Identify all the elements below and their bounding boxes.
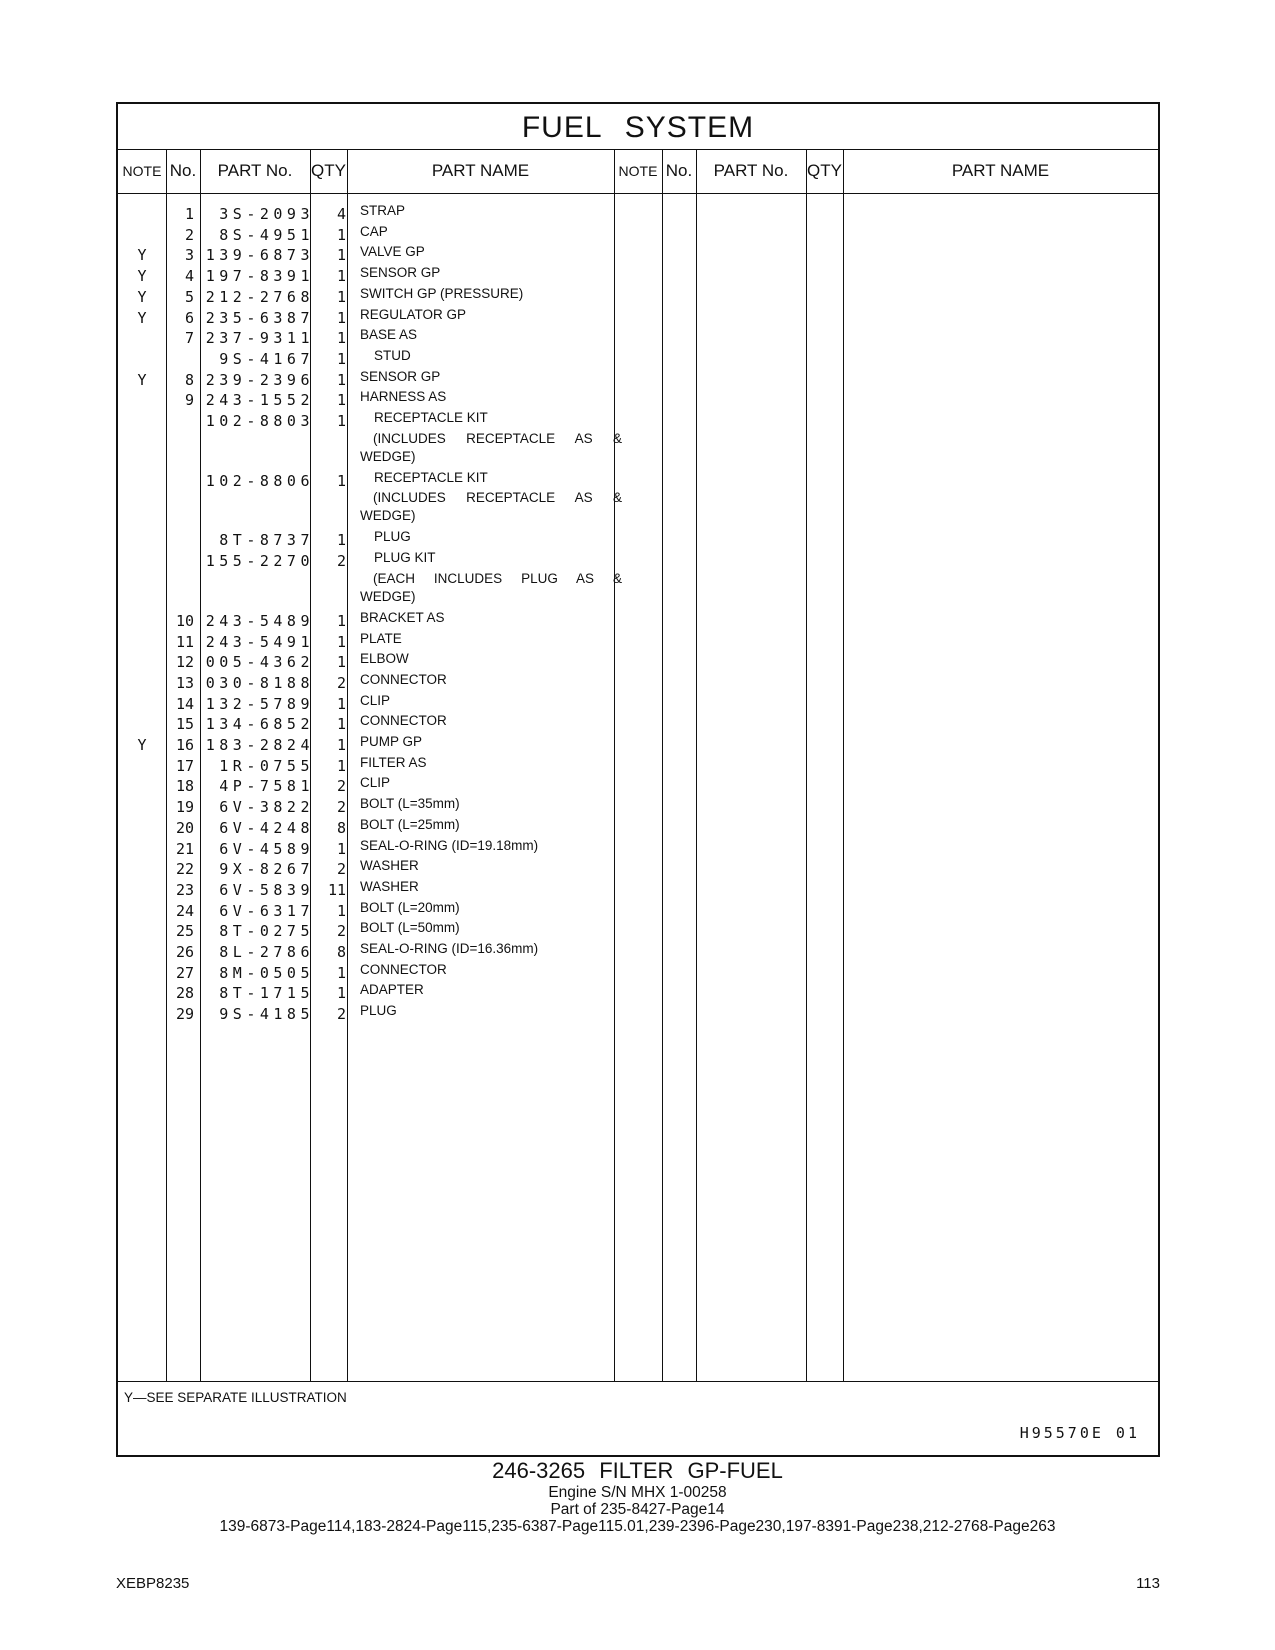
footnote-divider bbox=[118, 1381, 1158, 1382]
quantity: 2 bbox=[336, 1005, 346, 1024]
part-name: BRACKET AS bbox=[360, 609, 445, 625]
part-name-continuation: (INCLUDES RECEPTACLE AS & bbox=[373, 490, 622, 506]
part-name-continuation: (EACH INCLUDES PLUG AS & bbox=[373, 570, 622, 586]
item-number: 6 bbox=[184, 308, 194, 327]
quantity: 1 bbox=[336, 287, 346, 306]
part-name: RECEPTACLE KIT bbox=[374, 410, 488, 425]
quantity: 1 bbox=[336, 901, 346, 920]
quantity: 1 bbox=[336, 632, 346, 651]
quantity: 1 bbox=[336, 246, 346, 265]
caption-title: 246-3265 FILTER GP-FUEL bbox=[492, 1458, 783, 1483]
part-name: CONNECTOR bbox=[360, 671, 447, 687]
part-number: 102-8806 bbox=[205, 471, 314, 490]
part-name: PLATE bbox=[360, 630, 402, 646]
part-number: 6V-5839 bbox=[219, 880, 314, 899]
part-number: 8M-0505 bbox=[219, 963, 314, 982]
item-number: 19 bbox=[175, 798, 194, 817]
part-name: CONNECTOR bbox=[360, 961, 447, 977]
part-number: 8T-8737 bbox=[219, 531, 314, 550]
part-number: 197-8391 bbox=[205, 267, 314, 286]
page-number: 113 bbox=[1136, 1575, 1160, 1592]
part-number: 183-2824 bbox=[205, 736, 314, 754]
part-name: REGULATOR GP bbox=[360, 306, 467, 322]
quantity: 4 bbox=[336, 205, 346, 223]
note-cell: Y bbox=[137, 246, 147, 265]
part-number: 6V-3822 bbox=[219, 798, 314, 817]
part-number: 243-5489 bbox=[205, 611, 314, 630]
note-cell: Y bbox=[137, 370, 147, 389]
quantity: 1 bbox=[336, 611, 346, 630]
header-note: NOTE bbox=[122, 163, 162, 179]
part-number: 6V-4248 bbox=[219, 818, 314, 837]
quantity: 1 bbox=[336, 839, 346, 858]
item-number: 10 bbox=[175, 611, 194, 630]
item-number: 20 bbox=[175, 818, 194, 837]
part-name-continuation: WEDGE) bbox=[360, 508, 416, 524]
item-number: 17 bbox=[175, 756, 194, 775]
part-name: CLIP bbox=[360, 692, 391, 708]
part-number: 8L-2786 bbox=[219, 943, 314, 961]
quantity: 1 bbox=[336, 370, 346, 389]
part-name: PUMP GP bbox=[360, 734, 423, 749]
part-name: CONNECTOR bbox=[360, 713, 447, 729]
page-title: FUEL SYSTEM bbox=[118, 104, 1158, 150]
part-name: BOLT (L=25mm) bbox=[360, 816, 460, 832]
part-name: STUD bbox=[374, 347, 411, 363]
part-name: HARNESS AS bbox=[360, 389, 447, 405]
quantity: 1 bbox=[336, 963, 346, 982]
document-id: XEBP8235 bbox=[116, 1575, 190, 1592]
item-number: 8 bbox=[184, 370, 194, 389]
item-number: 23 bbox=[175, 880, 194, 899]
part-name: RECEPTACLE KIT bbox=[374, 469, 488, 485]
part-number: 9S-4185 bbox=[219, 1005, 314, 1024]
note-cell: Y bbox=[137, 308, 147, 327]
quantity: 1 bbox=[336, 391, 346, 410]
part-name: SEAL-O-RING (ID=16.36mm) bbox=[360, 941, 539, 956]
part-name: BOLT (L=20mm) bbox=[360, 899, 460, 915]
part-number: 102-8803 bbox=[205, 412, 314, 430]
part-name: PLUG bbox=[360, 1003, 397, 1019]
item-number: 3 bbox=[184, 246, 194, 265]
parts-table bbox=[116, 102, 1160, 1457]
caption-part-of: Part of 235-8427-Page14 bbox=[550, 1501, 725, 1518]
part-number: 212-2768 bbox=[205, 287, 314, 306]
part-name: CLIP bbox=[360, 775, 391, 791]
part-number: 005-4362 bbox=[205, 653, 314, 672]
quantity: 1 bbox=[336, 715, 346, 734]
part-name: STRAP bbox=[360, 203, 406, 218]
item-number: 2 bbox=[184, 225, 194, 244]
part-number: 9S-4167 bbox=[219, 349, 314, 368]
item-number: 24 bbox=[175, 901, 194, 920]
quantity: 1 bbox=[336, 225, 346, 244]
part-name: FILTER AS bbox=[360, 754, 427, 770]
item-number: 4 bbox=[184, 267, 194, 286]
footnote: Y—SEE SEPARATE ILLUSTRATION bbox=[124, 1390, 347, 1405]
quantity: 1 bbox=[336, 653, 346, 672]
part-number: 134-6852 bbox=[205, 715, 314, 734]
note-cell: Y bbox=[137, 287, 147, 306]
quantity: 2 bbox=[336, 922, 346, 941]
part-name: WASHER bbox=[360, 858, 419, 874]
part-name: BOLT (L=35mm) bbox=[360, 796, 460, 812]
quantity: 2 bbox=[336, 673, 346, 692]
part-name: CAP bbox=[360, 223, 388, 239]
header-part-name: PART NAME bbox=[431, 161, 530, 180]
quantity: 1 bbox=[336, 736, 346, 754]
part-name: SENSOR GP bbox=[360, 368, 441, 384]
part-number: 9X-8267 bbox=[219, 860, 314, 879]
item-number: 13 bbox=[175, 673, 194, 692]
quantity: 1 bbox=[336, 412, 346, 430]
quantity: 11 bbox=[327, 880, 346, 899]
header-qty-2: QTY bbox=[807, 161, 842, 180]
part-name: BASE AS bbox=[360, 327, 418, 343]
part-name: PLUG KIT bbox=[374, 550, 436, 566]
item-number: 18 bbox=[175, 777, 194, 796]
quantity: 1 bbox=[336, 694, 346, 713]
quantity: 1 bbox=[336, 984, 346, 1003]
item-number: 15 bbox=[175, 715, 194, 734]
caption bbox=[0, 1458, 1275, 1535]
part-number: 139-6873 bbox=[205, 246, 314, 265]
part-number: 132-5789 bbox=[205, 694, 314, 713]
part-number: 3S-2093 bbox=[219, 205, 314, 223]
quantity: 1 bbox=[336, 349, 346, 368]
note-cell: Y bbox=[137, 267, 147, 286]
item-number: 12 bbox=[175, 653, 194, 672]
item-number: 1 bbox=[184, 205, 194, 223]
part-name: ADAPTER bbox=[360, 982, 424, 998]
item-number: 7 bbox=[184, 329, 194, 348]
part-number: 237-9311 bbox=[205, 329, 314, 348]
part-name: WASHER bbox=[360, 878, 419, 894]
item-number: 14 bbox=[175, 694, 194, 713]
quantity: 1 bbox=[336, 471, 346, 490]
part-name-continuation: WEDGE) bbox=[360, 588, 416, 604]
header-part-name-2: PART NAME bbox=[951, 161, 1050, 180]
quantity: 2 bbox=[336, 798, 346, 817]
item-number: 9 bbox=[184, 391, 194, 410]
part-name: SEAL-O-RING (ID=19.18mm) bbox=[360, 837, 539, 853]
item-number: 29 bbox=[175, 1005, 194, 1024]
caption-serial: Engine S/N MHX 1-00258 bbox=[548, 1484, 727, 1501]
header-qty: QTY bbox=[311, 161, 346, 180]
quantity: 2 bbox=[336, 860, 346, 879]
item-number: 26 bbox=[175, 943, 194, 961]
item-number: 21 bbox=[175, 839, 194, 858]
header-no: No. bbox=[169, 161, 197, 180]
part-number: 239-2396 bbox=[205, 370, 314, 389]
table-body bbox=[118, 195, 1158, 1485]
quantity: 8 bbox=[336, 943, 346, 961]
quantity: 2 bbox=[336, 552, 346, 571]
item-number: 16 bbox=[175, 736, 194, 754]
part-number: 243-1552 bbox=[205, 391, 314, 410]
header-no-2: No. bbox=[665, 161, 693, 180]
part-number: 4P-7581 bbox=[219, 777, 314, 796]
part-name-continuation: (INCLUDES RECEPTACLE AS & bbox=[373, 430, 622, 446]
header-part-no-2: PART No. bbox=[713, 161, 789, 180]
quantity: 1 bbox=[336, 531, 346, 550]
reference-code: H95570E 01 bbox=[1019, 1424, 1140, 1442]
part-number: 8S-4951 bbox=[219, 225, 314, 244]
quantity: 8 bbox=[336, 818, 346, 837]
part-name: SWITCH GP (PRESSURE) bbox=[360, 285, 524, 301]
header-part-no: PART No. bbox=[217, 161, 293, 180]
item-number: 27 bbox=[175, 963, 194, 982]
item-number: 5 bbox=[184, 287, 194, 306]
part-number: 243-5491 bbox=[205, 632, 314, 651]
part-name: BOLT (L=50mm) bbox=[360, 920, 460, 936]
part-name: ELBOW bbox=[360, 651, 409, 667]
part-name-continuation: WEDGE) bbox=[360, 448, 416, 464]
quantity: 1 bbox=[336, 329, 346, 348]
part-name: SENSOR GP bbox=[360, 265, 441, 281]
part-number: 8T-1715 bbox=[219, 984, 314, 1003]
header-note-2: NOTE bbox=[618, 163, 658, 179]
part-number: 235-6387 bbox=[205, 308, 314, 327]
quantity: 1 bbox=[336, 756, 346, 775]
note-cell: Y bbox=[137, 736, 147, 754]
item-number: 28 bbox=[175, 984, 194, 1003]
caption-references: 139-6873-Page114,183-2824-Page115,235-6387-Page115.01,239-2396-Page230,197-8391-Page238,212-2768-Page263 bbox=[219, 1518, 1056, 1535]
part-number: 1R-0755 bbox=[219, 756, 314, 775]
part-number: 6V-6317 bbox=[219, 901, 314, 920]
table-header bbox=[118, 149, 1158, 194]
item-number: 11 bbox=[175, 632, 194, 651]
part-name: VALVE GP bbox=[360, 244, 425, 260]
quantity: 1 bbox=[336, 308, 346, 327]
quantity: 2 bbox=[336, 777, 346, 796]
part-number: 155-2270 bbox=[205, 552, 314, 571]
part-number: 8T-0275 bbox=[219, 922, 314, 941]
part-number: 6V-4589 bbox=[219, 839, 314, 858]
item-number: 22 bbox=[175, 860, 194, 879]
quantity: 1 bbox=[336, 267, 346, 286]
part-number: 030-8188 bbox=[205, 673, 314, 692]
part-name: PLUG bbox=[374, 529, 411, 545]
item-number: 25 bbox=[175, 922, 194, 941]
